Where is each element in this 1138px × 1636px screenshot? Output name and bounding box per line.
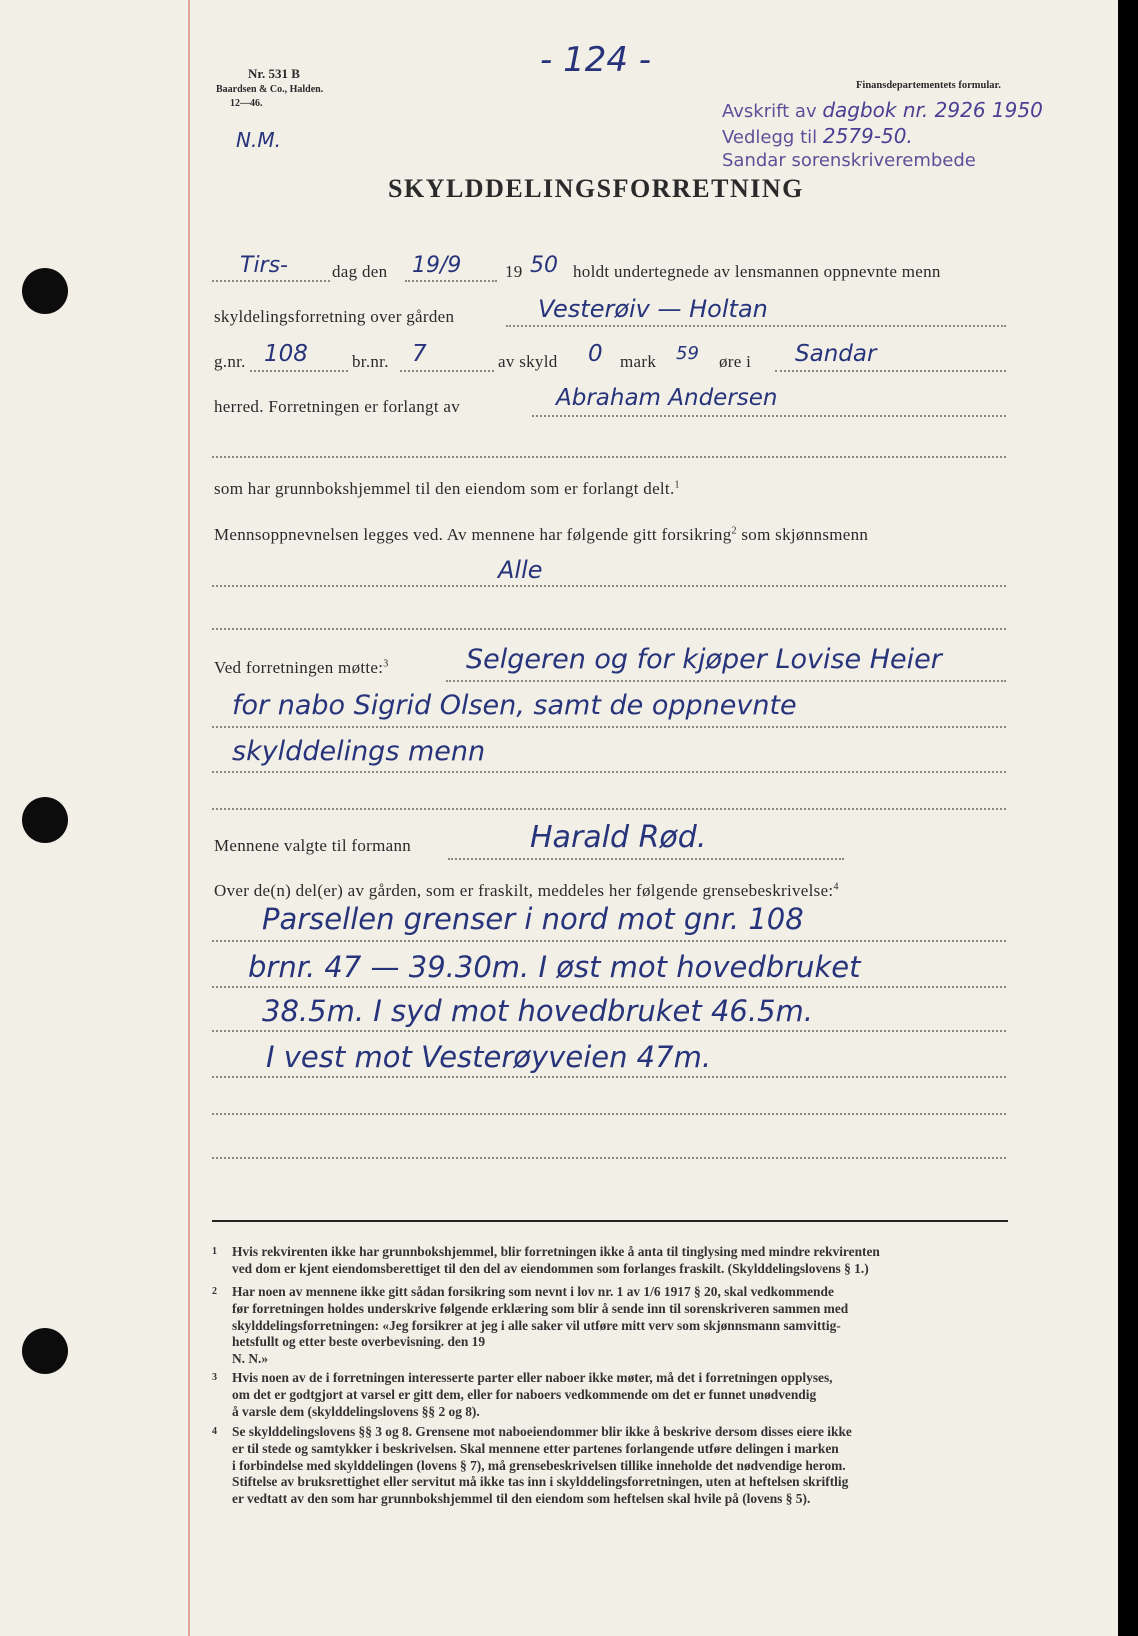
fill-line [506,325,1006,327]
fill-line [532,415,1006,417]
requested-by: Abraham Andersen [556,385,778,411]
initials-note: N.M. [236,128,281,152]
grense-line-2: brnr. 47 — 39.30m. I øst mot hovedbruket [248,950,861,984]
motte-line-3: skylddelings menn [232,736,486,767]
punch-hole [22,268,68,314]
farm-name: Vesterøiv — Holtan [538,295,768,323]
fill-line [212,628,1006,630]
forsikring-value: Alle [498,556,543,584]
footnote-divider [212,1220,1008,1222]
mark-label: mark [620,352,657,371]
stamp-dagbok-number: dagbok nr. 2926 1950 [822,98,1043,122]
fill-line [212,1157,1006,1159]
hjemmel-text: som har grunnbokshjemmel til den eiendom som er forlangt delt.$^1$ [214,479,680,498]
fill-line [250,370,348,372]
menn-text: Mennsoppnevnelsen legges ved. Av mennene har følgende gitt forsikring$^2$ som skjønnsmenn [214,525,869,544]
fill-line [212,1030,1006,1032]
fill-line [212,808,1006,810]
footnote-1: 1 Hvis rekvirenten ikke har grunnbokshjemmel, blir forretningen ikke å anta til tinglysing med mindre rekvirenten ved dom er kjent eiendomsberettiget til den del av eiendommen som forlanges fraskilt. (Skylddelingslovens § 1.) [212,1244,880,1276]
fill-line [212,771,1006,773]
fill-line [212,986,1006,988]
formann-value: Harald Rød. [530,820,707,855]
printer-name: Baardsen & Co., Halden. [216,84,324,95]
grense-label: Over de(n) del(er) av gården, som er fraskilt, meddeles her følgende grensebeskrivelse:$^4$ [214,881,839,900]
form-number: Nr. 531 B [248,66,300,81]
fill-line [212,1076,1006,1078]
year-value: 50 [530,253,558,278]
stamp-vedlegg-number: 2579-50. [822,124,913,148]
stamp-line-2 [722,124,913,148]
ore-value: 59 [676,343,699,364]
fill-line [212,456,1006,458]
punch-hole [22,797,68,843]
gnr-label: g.nr. [214,352,246,371]
fill-line [400,370,494,372]
punch-hole [22,1328,68,1374]
document-title: SKYLDDELINGSFORRETNING [388,174,804,203]
skyld-label: skyldelingsforretning over gården [214,307,455,326]
fill-line [448,858,844,860]
mark-value: 0 [588,341,603,367]
footnote-4: 4 Se skylddelingslovens §§ 3 og 8. Grensene mot naboeiendommer blir ikke å beskrive dersom disses eiere ikke er til stede og samtykker i beskrivelsen. Skal mennene etter partenes forlangende utføre delingen i marken i forbindelse med skylddelingen (lovens § 7), må grensebeskrivelsen tillike inneholde det nødvendige herom. Stiftelse av bruksrettighet eller servitut må ikke tas inn i skylddelingsforretningen, uten at heftelsen skriftlig er vedtatt av den som har grunnbokshjemmel til den eiendom som heftelsen skal hvile på (lovens § 5). [212,1424,852,1507]
stamp-avskrift-label: Avskrift av [722,101,817,122]
motte-line-2: for nabo Sigrid Olsen, samt de oppnevnte [232,690,797,721]
av-skyld-label: av skyld [498,352,558,371]
date-value: 19/9 [412,253,462,278]
dag-den-label: dag den [332,262,388,281]
motte-line-1: Selgeren og for kjøper Lovise Heier [466,644,942,675]
fill-line [212,280,330,282]
margin-rule [188,0,190,1636]
herred-label: herred. Forretningen er forlangt av [214,397,461,416]
brnr-label: br.nr. [352,352,389,371]
footnote-3: 3 Hvis noen av de i forretningen interesserte parter eller naboer ikke møter, må det i forretningen opplyses, om det er godtgjort at varsel er gitt dem, eller for naboers vedkommende om det er funnet unødvendig å varsle dem (skylddelingslovens §§ 2 og 8). [212,1370,833,1419]
fill-line [212,940,1006,942]
stamp-office: Sandar sorenskriverembede [722,150,976,171]
intro-text: holdt undertegnede av lensmannen oppnevnte menn [573,262,941,281]
fill-line [446,680,1006,682]
fill-line [212,726,1006,728]
fill-line [405,280,497,282]
grense-line-3: 38.5m. I syd mot hovedbruket 46.5m. [262,994,814,1028]
motte-label: Ved forretningen møtte:$^3$ [214,658,389,677]
ministry-label: Finansdepartementets formular. [856,80,1001,91]
year-prefix: 19 [505,262,523,281]
grense-line-4: I vest mot Vesterøyveien 47m. [266,1040,712,1074]
ore-label: øre i [719,352,752,371]
grense-line-1: Parsellen grenser i nord mot gnr. 108 [262,902,804,936]
fill-line [212,1113,1006,1115]
brnr-value: 7 [412,341,427,367]
stamp-vedlegg-label: Vedlegg til [722,127,818,148]
fill-line [212,585,1006,587]
weekday-value: Tirs- [240,253,288,278]
gnr-value: 108 [264,341,308,367]
print-date: 12—46. [230,98,263,109]
page-number: - 124 - [540,40,652,80]
stamp-line-1 [722,98,1043,122]
herred-name: Sandar [795,341,877,367]
fill-line [775,370,1006,372]
footnote-2: 2 Har noen av mennene ikke gitt sådan forsikring som nevnt i lov nr. 1 av 1/6 1917 § 20, skal vedkommende før forretningen holdes underskrive følgende erklæring som blir å sende inn til sorenskriveren sammen med skylddelingsforretningen: «Jeg forsikrer at jeg i alle saker vil utføre mitt verv som skjønnsmann samvittig- hetsfullt og etter beste overbevisning. den 19 N. N.» [212,1284,849,1367]
formann-label: Mennene valgte til formann [214,836,412,855]
